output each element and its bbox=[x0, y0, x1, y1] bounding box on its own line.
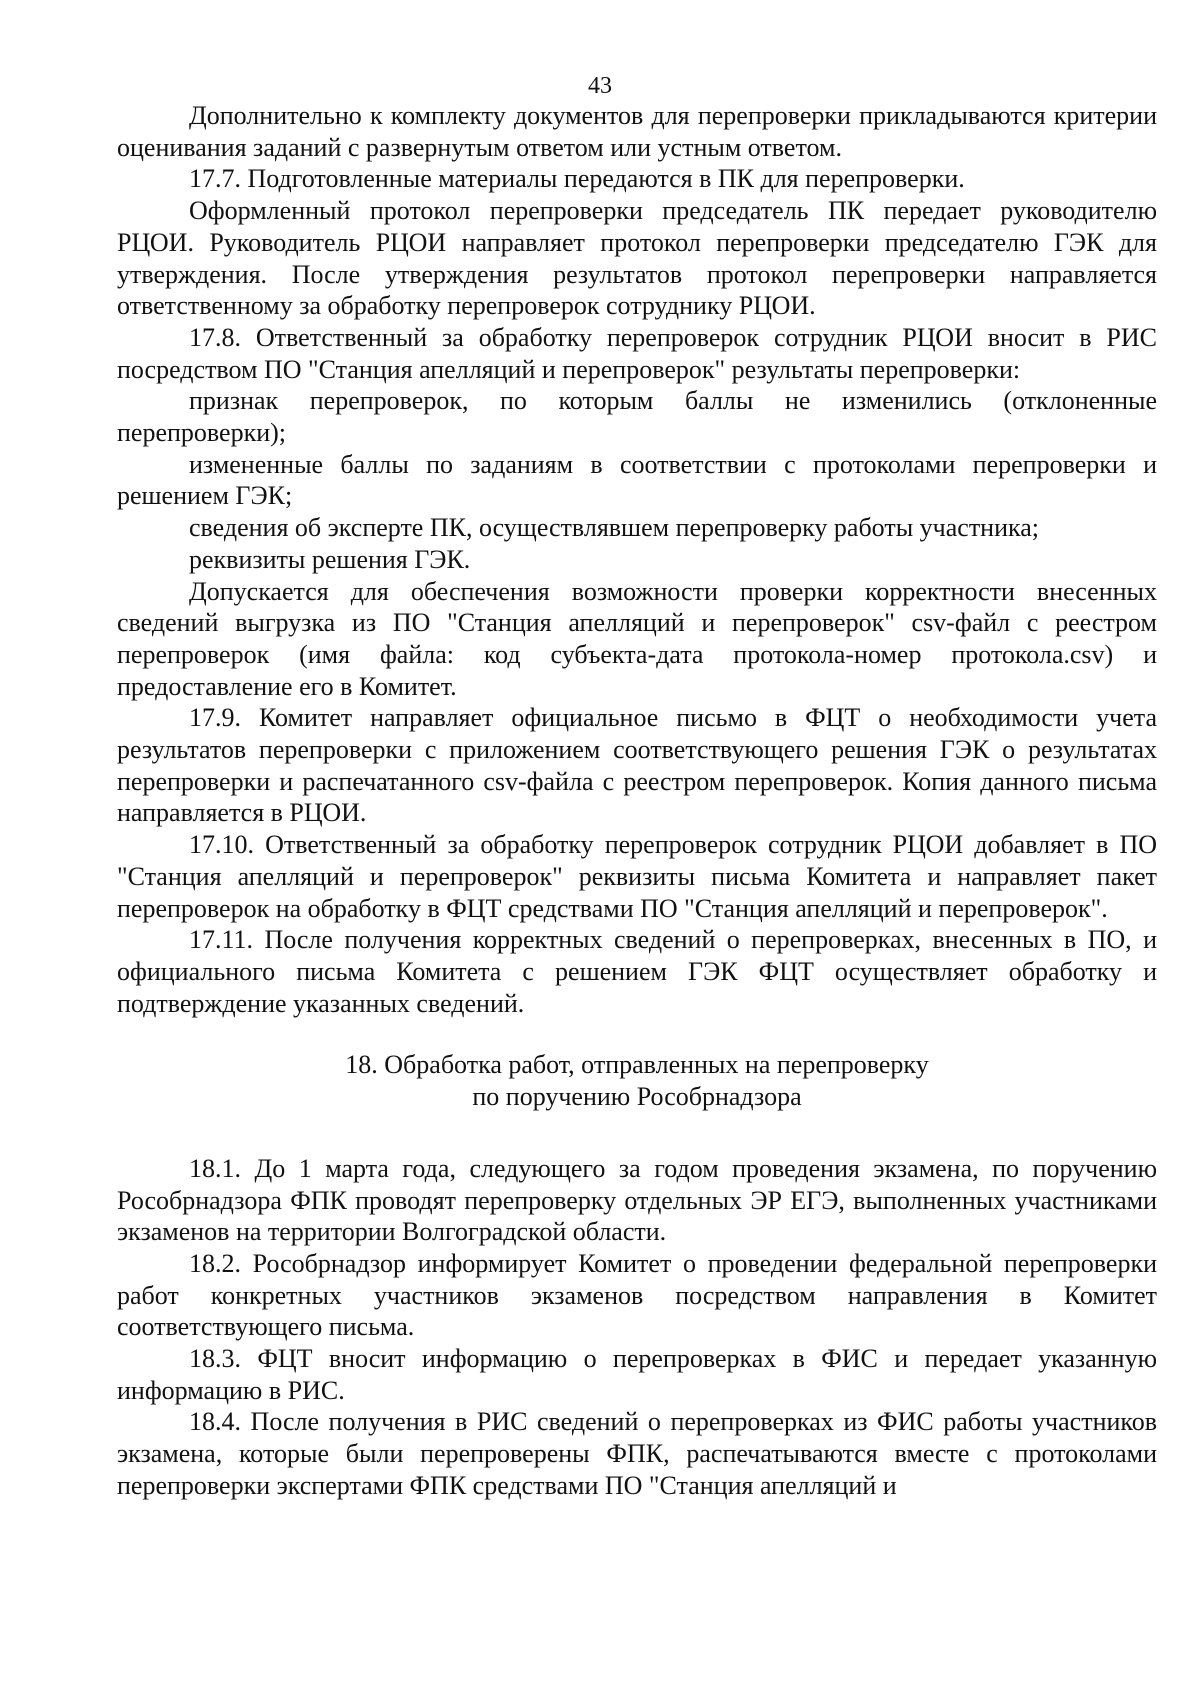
paragraph: признак перепроверок, по которым баллы не изменились (отклоненные перепроверки); bbox=[117, 386, 1157, 448]
paragraph: сведения об эксперте ПК, осуществлявшем перепроверку работы участника; bbox=[189, 513, 1040, 543]
paragraph: реквизиты решения ГЭК. bbox=[189, 544, 471, 574]
paragraph: 17.11. После получения корректных сведений о перепроверках, внесенных в ПО, и официального письма Комитета с решением ГЭК ФЦТ осуществляет обработку и подтверждение указанных сведений. bbox=[117, 925, 1157, 1018]
paragraph: 17.8. Ответственный за обработку перепроверок сотрудник РЦОИ вносит в РИС посредством ПО "Станция апелляций и перепроверок" результаты перепроверки: bbox=[117, 322, 1157, 384]
paragraph: измененные баллы по заданиям в соответствии с протоколами перепроверки и решением ГЭК; bbox=[117, 449, 1157, 511]
paragraph: 17.7. Подготовленные материалы передаются в ПК для перепроверки. bbox=[189, 164, 965, 194]
paragraph: Оформленный протокол перепроверки председатель ПК передает руководителю РЦОИ. Руководитель РЦОИ направляет протокол перепроверки председателю ГЭК для утверждения. После утверждения результатов протокол перепроверки направляется ответственному за обработку перепроверок сотруднику РЦОИ. bbox=[117, 196, 1157, 321]
section-heading-line: 18. Обработка работ, отправленных на перепроверку bbox=[345, 1050, 929, 1080]
paragraph: 18.4. После получения в РИС сведений о перепроверках из ФИС работы участников экзамена, которые были перепроверены ФПК, распечатываются вместе с протоколами перепроверки экспертами ФПК средствами ПО "Станция апелляций и bbox=[117, 1407, 1157, 1500]
document-body bbox=[117, 100, 1157, 1502]
page-number: 43 bbox=[588, 73, 612, 99]
paragraph: Допускается для обеспечения возможности проверки корректности внесенных сведений выгрузка из ПО "Станция апелляций и перепроверок" csv-файл с реестром перепроверок (имя файла: код субъекта-дата протокола-номер протокола.csv) и предоставление его в Комитет. bbox=[117, 576, 1157, 701]
section-heading bbox=[117, 1049, 1157, 1112]
paragraph: 17.9. Комитет направляет официальное письмо в ФЦТ о необходимости учета результатов перепроверки с приложением соответствующего решения ГЭК о результатах перепроверки и распечатанного csv-файла с реестром перепроверок. Копия данного письма направляется в РЦОИ. bbox=[117, 703, 1157, 828]
section-heading-line: по поручению Рособрнадзора bbox=[472, 1082, 802, 1112]
paragraph: Дополнительно к комплекту документов для перепроверки прикладываются критерии оценивания заданий с развернутым ответом или устным ответом. bbox=[117, 101, 1157, 162]
paragraph: 18.3. ФЦТ вносит информацию о перепроверках в ФИС и передает указанную информацию в РИС. bbox=[117, 1344, 1157, 1405]
paragraph: 18.1. До 1 марта года, следующего за годом проведения экзамена, по поручению Рособрнадзора ФПК проводят перепроверку отдельных ЭР ЕГЭ, выполненных участниками экзаменов на территории Волгоградской области. bbox=[117, 1153, 1157, 1247]
paragraph: 17.10. Ответственный за обработку перепроверок сотрудник РЦОИ добавляет в ПО "Станция апелляций и перепроверок" реквизиты письма Комитета и направляет пакет перепроверок на обработку в ФЦТ средствами ПО "Станция апелляций и перепроверок". bbox=[117, 830, 1157, 923]
paragraph: 18.2. Рособрнадзор информирует Комитет о проведении федеральной перепроверки работ конкретных участников экзаменов посредством направления в Комитет соответствующего письма. bbox=[117, 1248, 1157, 1342]
